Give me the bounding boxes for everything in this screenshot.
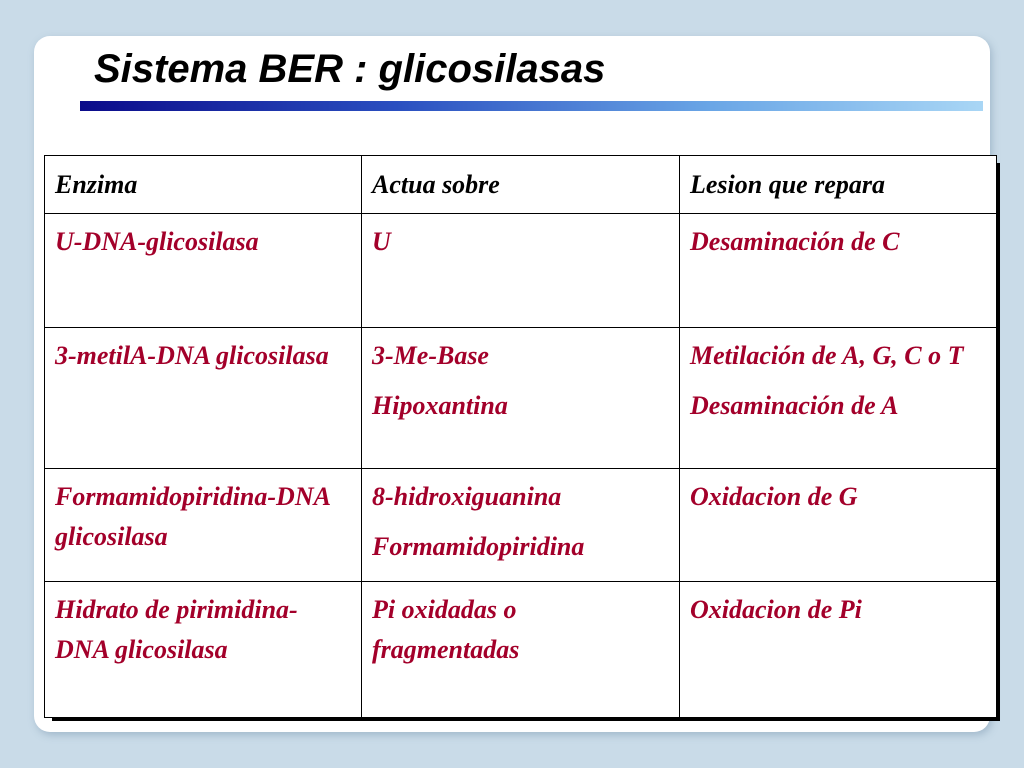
- cell-text: Desaminación de C: [690, 227, 900, 256]
- cell-text: Formamidopiridina: [372, 532, 585, 561]
- cell-text: Pi oxidadas o fragmentadas: [372, 595, 520, 664]
- slide-title: Sistema BER : glicosilasas: [94, 47, 606, 91]
- title-underline-bar: [80, 101, 983, 111]
- table-row: [45, 214, 997, 328]
- cell-enzima: [45, 582, 362, 718]
- cell-text: Hipoxantina: [372, 391, 508, 420]
- cell-actua-sobre: [362, 328, 680, 469]
- cell-text: Formamidopiridina-DNA glicosilasa: [55, 482, 330, 551]
- table-row: [45, 328, 997, 469]
- cell-text: U: [372, 227, 391, 256]
- cell-text: Oxidacion de G: [690, 482, 858, 511]
- cell-text: 8-hidroxiguanina: [372, 482, 562, 511]
- cell-lesion: [680, 469, 997, 582]
- table-row: [45, 582, 997, 718]
- cell-enzima: [45, 328, 362, 469]
- header-actua-sobre: Actua sobre: [362, 156, 680, 214]
- header-enzima: Enzima: [45, 156, 362, 214]
- cell-actua-sobre: [362, 582, 680, 718]
- table-row: [45, 469, 997, 582]
- cell-text: Oxidacion de Pi: [690, 595, 862, 624]
- cell-lesion: [680, 582, 997, 718]
- table-header-row: [45, 156, 997, 214]
- cell-actua-sobre: [362, 469, 680, 582]
- header-lesion-que-repara: Lesion que repara: [680, 156, 997, 214]
- cell-text: Metilación de A, G, C o T: [690, 341, 964, 370]
- cell-text: 3-metilA-DNA glicosilasa: [55, 341, 329, 370]
- cell-lesion: [680, 214, 997, 328]
- cell-enzima: [45, 214, 362, 328]
- glicosilasas-table: [44, 155, 997, 718]
- cell-enzima: [45, 469, 362, 582]
- cell-actua-sobre: [362, 214, 680, 328]
- cell-text: Desaminación de A: [690, 391, 899, 420]
- cell-text: Hidrato de pirimidina-DNA glicosilasa: [55, 595, 298, 664]
- cell-text: U-DNA-glicosilasa: [55, 227, 259, 256]
- cell-lesion: [680, 328, 997, 469]
- cell-text: 3-Me-Base: [372, 341, 489, 370]
